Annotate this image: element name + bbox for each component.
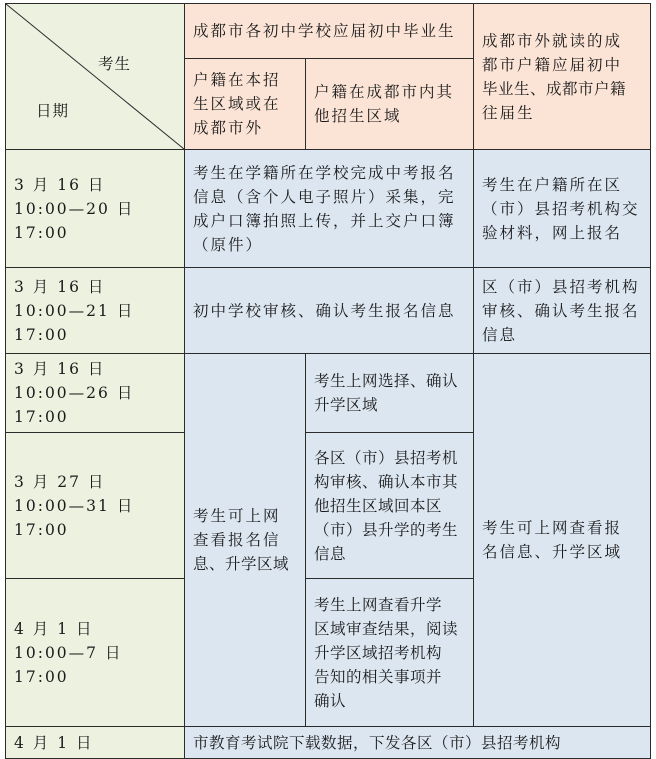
header-date-label: 日期 bbox=[36, 102, 70, 120]
row4-date: 3 月 27 日 10:00—31 日 17:00 bbox=[6, 433, 185, 579]
row1-outside-task: 考生在户籍所在区 （市）县招考机构交 验材料，网上报名 bbox=[474, 150, 651, 268]
row2-date: 3 月 16 日 10:00—21 日 17:00 bbox=[6, 268, 185, 354]
view-info-outside-task: 考生可上网查看报 名信息、升学区域 bbox=[474, 354, 651, 727]
diagonal-line bbox=[6, 4, 184, 149]
row5-other-task: 考生上网查看升学 区域审查结果，阅读 升学区域招考机构 告知的相关事项并 确认 bbox=[306, 579, 474, 727]
diagonal-header-cell bbox=[6, 4, 185, 150]
row2-chengdu-task: 初中学校审核、确认考生报名信息 bbox=[185, 268, 474, 354]
row6-date: 4 月 1 日 bbox=[6, 727, 185, 759]
header-other-district: 户籍在成都市内其 他招生区域 bbox=[306, 59, 474, 150]
row4-other-task: 各区（市）县招考机 构审核、确认本市其 他招生区域回本区 （市）县升学的考生 信息 bbox=[306, 433, 474, 579]
row3-other-task: 考生上网选择、确认 升学区域 bbox=[306, 354, 474, 433]
row3-date: 3 月 16 日 10:00—26 日 17:00 bbox=[6, 354, 185, 433]
row2-outside-task: 区（市）县招考机构 审核、确认考生报名 信息 bbox=[474, 268, 651, 354]
header-chengdu-graduates: 成都市各初中学校应届初中毕业生 bbox=[185, 4, 474, 59]
row1-date: 3 月 16 日 10:00—20 日 17:00 bbox=[6, 150, 185, 268]
registration-schedule-table bbox=[5, 3, 651, 759]
header-local-district: 户籍在本招 生区域或在 成都市外 bbox=[185, 59, 306, 150]
row6-task: 市教育考试院下载数据，下发各区（市）县招考机构 bbox=[185, 727, 651, 759]
header-candidate-label: 考生 bbox=[98, 55, 132, 73]
row1-chengdu-task: 考生在学籍所在学校完成中考报名 信息（含个人电子照片）采集，完 成户口簿拍照上传，并上交户口簿 （原件） bbox=[185, 150, 474, 268]
row5-date: 4 月 1 日 10:00—7 日 17:00 bbox=[6, 579, 185, 727]
header-outside-graduates: 成都市外就读的成 都市户籍应届初中 毕业生、成都市户籍 往届生 bbox=[474, 4, 651, 150]
view-info-local-task: 考生可上网 查看报名信 息、升学区域 bbox=[185, 354, 306, 727]
